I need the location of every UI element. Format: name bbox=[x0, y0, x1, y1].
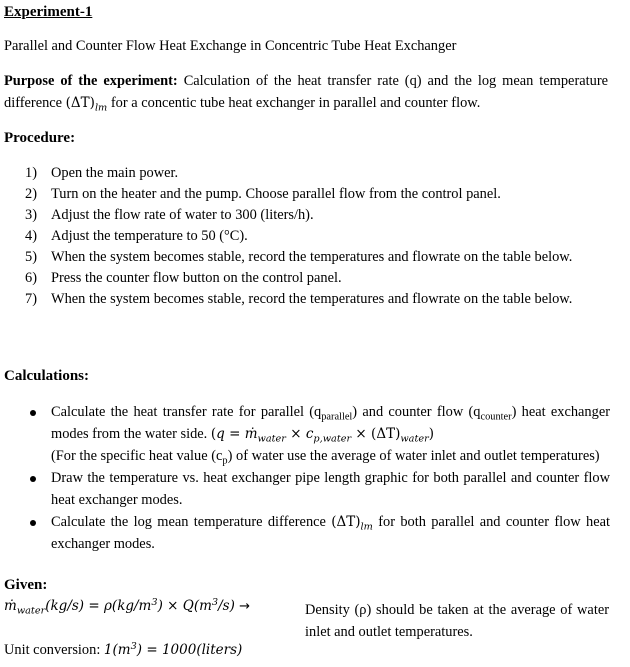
procedure-step-5: 5) When the system becomes stable, record the temperatures and flowrate on the table below. bbox=[25, 249, 573, 265]
calculations-heading: Calculations: bbox=[4, 368, 90, 384]
heat-rate-equation: (q = ṁ$_{water}$ × $c_{p,water} \times (\Delta T)_{water}$) bbox=[210, 426, 435, 445]
density-note: Density (ρ) should be taken at the average of water inlet and outlet temperatures. bbox=[305, 602, 609, 640]
procedure-step-3: 3) Adjust the flow rate of water to 300 (liters/h). bbox=[25, 207, 314, 223]
unit-conversion: Unit conversion: $1(m^3)$ = 1000(liters) bbox=[4, 641, 243, 658]
right-arrow-icon: → bbox=[239, 599, 251, 614]
purpose-paragraph bbox=[4, 70, 608, 114]
calc-bullet-graph: Draw the temperature vs. heat exchanger pipe length graphic for both parallel and counter flow heat exchanger modes. bbox=[30, 467, 610, 511]
purpose-label: Purpose of the experiment: bbox=[4, 73, 178, 89]
document-title: Experiment-1 bbox=[4, 4, 93, 20]
procedure-heading: Procedure: bbox=[4, 130, 76, 146]
bullet-dot bbox=[30, 410, 36, 416]
procedure-step-6: 6) Press the counter flow button on the control panel. bbox=[25, 270, 342, 286]
mass-flow-equation: ṁ$_{water}$(kg/s) = $\rho(kg/m^3) \times Q(m^3/s)$ → bbox=[4, 597, 251, 617]
given-heading: Given: bbox=[4, 577, 48, 593]
log-mean-temp-diff-symbol: $(\Delta T)_{lm}$ bbox=[331, 514, 373, 533]
procedure-step-4: 4) Adjust the temperature to 50 (°C). bbox=[25, 228, 248, 244]
log-mean-temp-diff-symbol: $(\Delta T)_{lm}$ bbox=[65, 95, 108, 114]
bullet-dot bbox=[30, 476, 36, 482]
calc-bullet-lmtd: Calculate the log mean temperature difference $(\Delta T)_{lm}$ for both parallel and counter flow heat exchanger modes. bbox=[30, 511, 610, 555]
calculations-list bbox=[30, 401, 610, 555]
purpose-text-before: Calculation of the heat transfer rate (q) and the log mean temperature difference bbox=[4, 73, 608, 111]
document-subtitle: Parallel and Counter Flow Heat Exchange in Concentric Tube Heat Exchanger bbox=[4, 38, 457, 54]
procedure-step-7: 7) When the system becomes stable, record the temperatures and flowrate on the table below. bbox=[25, 291, 573, 307]
purpose-text-after: for a concentic tube heat exchanger in parallel and counter flow. bbox=[107, 95, 481, 111]
procedure-step-1: 1) Open the main power. bbox=[25, 165, 179, 181]
calc-bullet-heat-rate: Calculate the heat transfer rate for parallel $(q_{parallel})$ and counter flow $(q_{counter})$ heat exchanger modes from the water side. (q = ṁ$_{water}$ × $c_{p,water} \times (\Delta T)_{water}$) (For the specific heat value $(c_p)$ of water use the average of water inlet and outlet temperatures) bbox=[30, 401, 610, 467]
procedure-step-2: 2) Turn on the heater and the pump. Choose parallel flow from the control panel. bbox=[25, 186, 501, 202]
unit-conversion-equation: $1(m^3)$ = 1000(liters) bbox=[103, 641, 243, 658]
bullet-dot bbox=[30, 520, 36, 526]
procedure-list bbox=[25, 163, 610, 310]
